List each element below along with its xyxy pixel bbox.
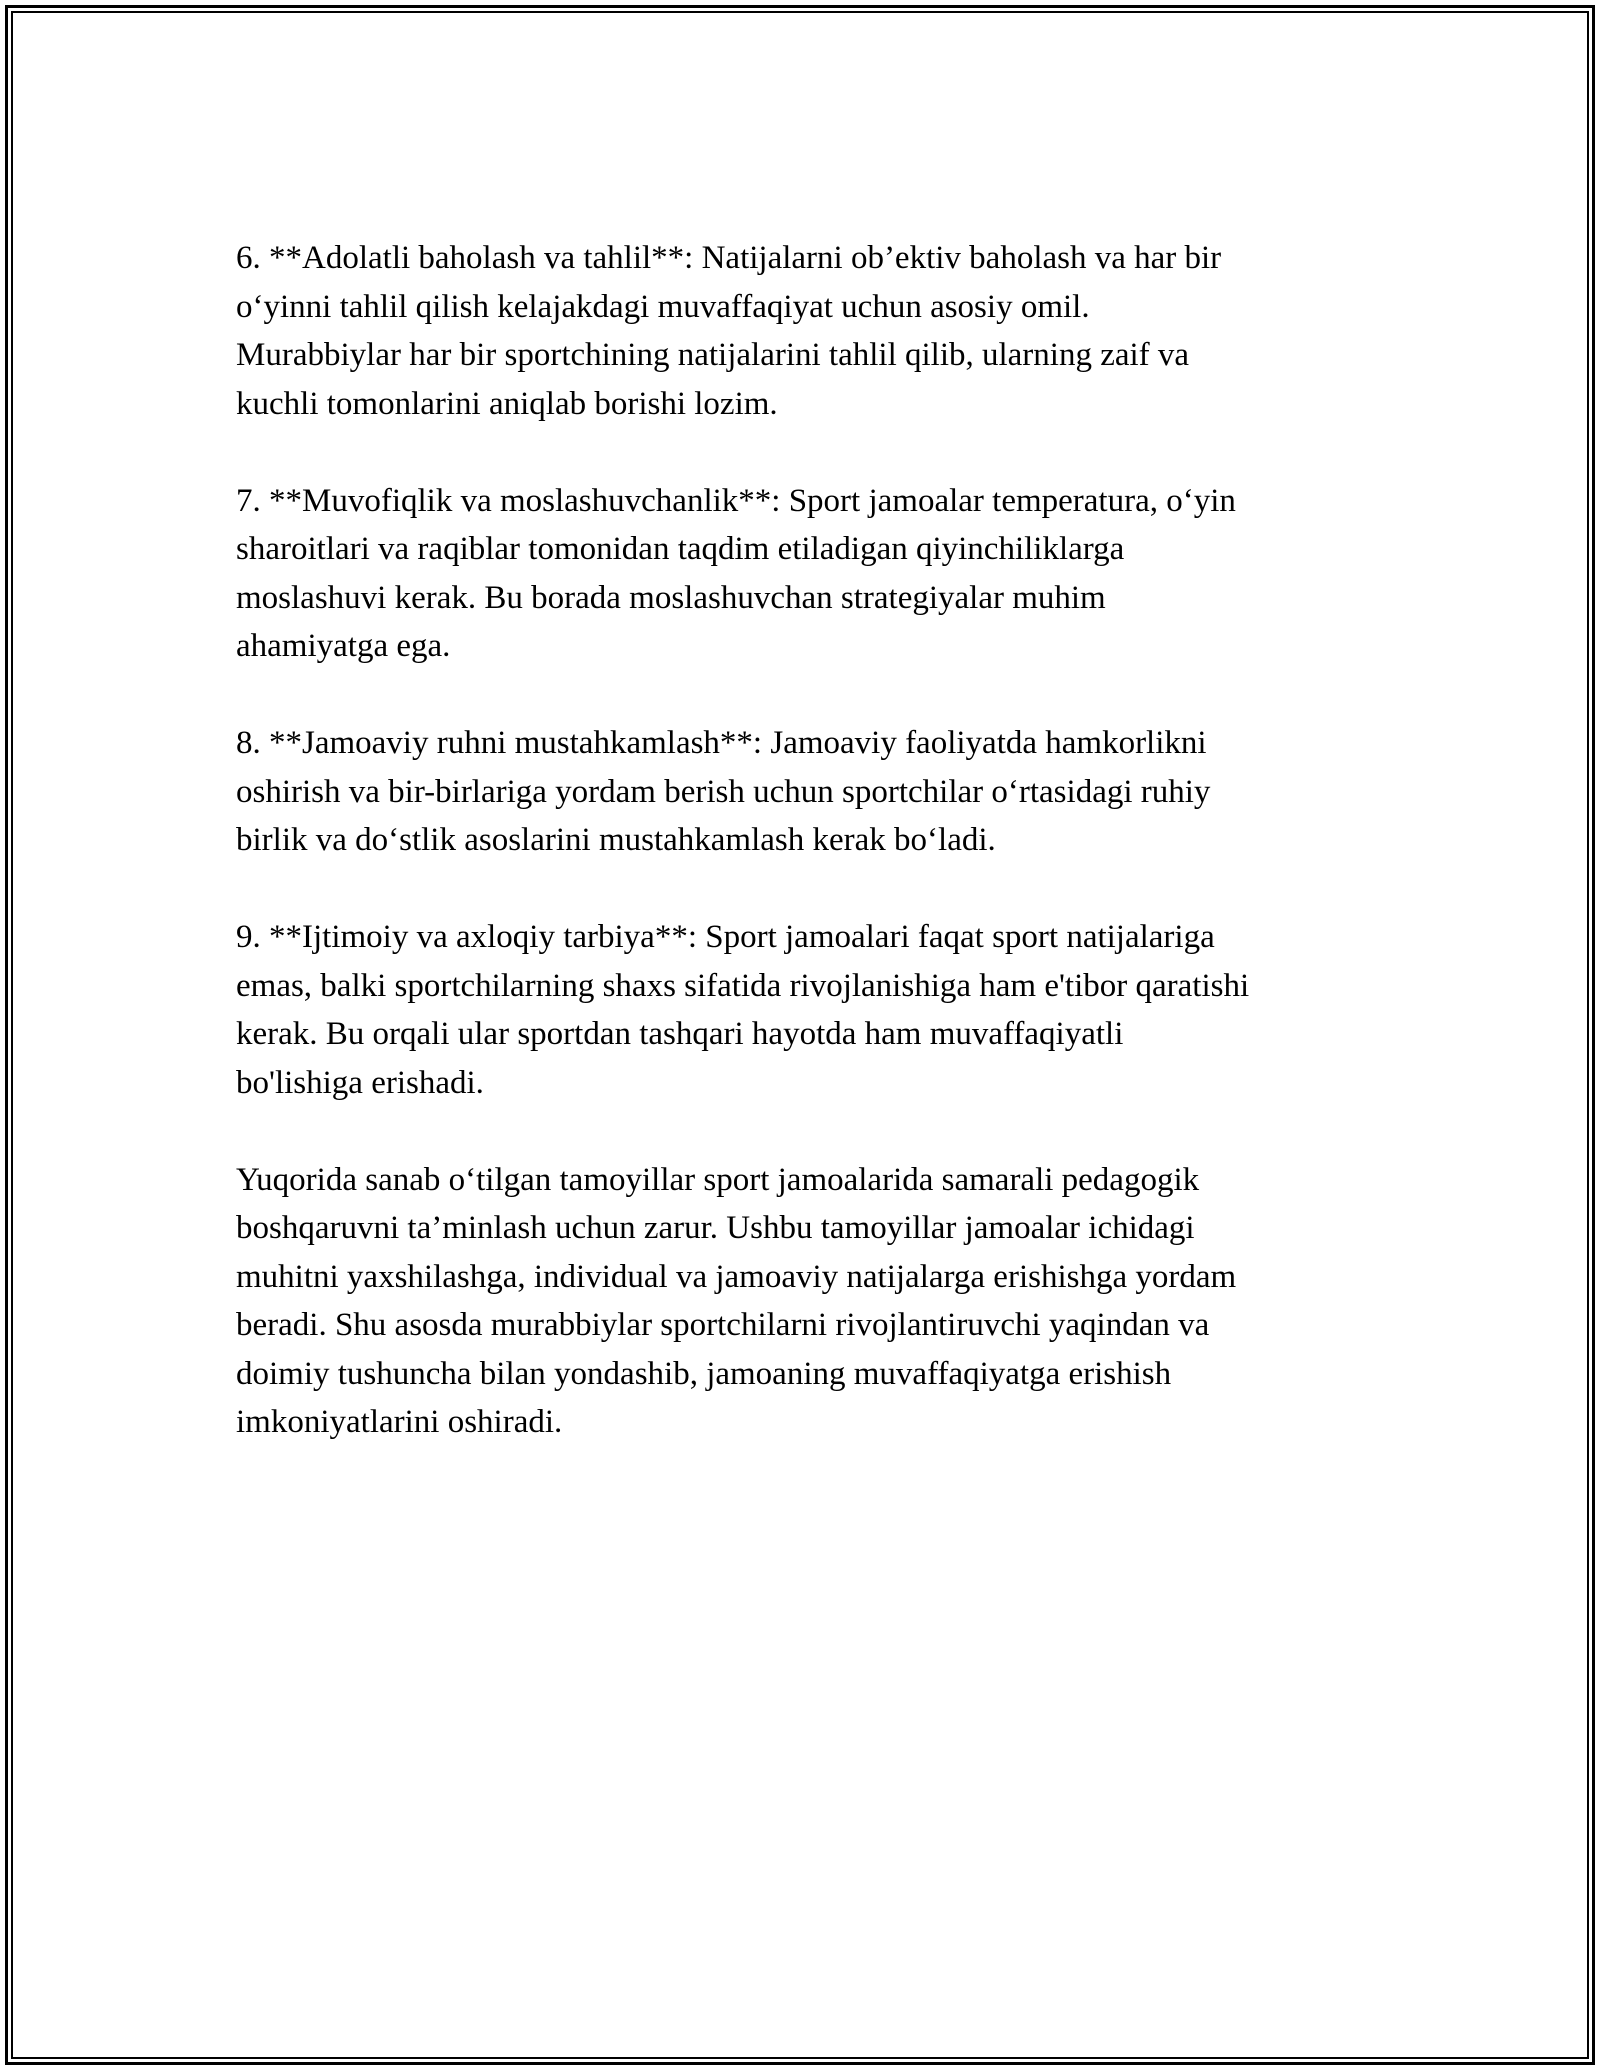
paragraph-social-moral-education: [236, 913, 1376, 1107]
text-line: oshirish va bir-birlariga yordam berish uchun sportchilar o‘rtasidagi ruhiy: [236, 773, 1211, 810]
text-line: 7. **Muvofiqlik va moslashuvchanlik**: Sport jamoalar temperatura, o‘yin: [236, 482, 1236, 519]
text-line: 6. **Adolatli baholash va tahlil**: Natijalarni ob’ektiv baholash va har bir: [236, 240, 1222, 276]
text-line: Yuqorida sanab o‘tilgan tamoyillar sport jamoalarida samarali pedagogik: [236, 1161, 1200, 1198]
text-line: 9. **Ijtimoiy va axloqiy tarbiya**: Sport jamoalari faqat sport natijalariga: [236, 919, 1215, 955]
paragraph-adaptability: [236, 477, 1376, 671]
text-line: muhitni yaxshilashga, individual va jamoaviy natijalarga erishishga yordam: [236, 1258, 1237, 1295]
text-line: emas, balki sportchilarning shaxs sifatida rivojlanishiga ham e'tibor qaratishi: [236, 967, 1250, 1004]
text-line: 8. **Jamoaviy ruhni mustahkamlash**: Jamoaviy faoliyatda hamkorlikni: [236, 725, 1207, 761]
text-line: bo'lishiga erishadi.: [236, 1064, 484, 1101]
paragraph-conclusion: [236, 1156, 1376, 1447]
paragraph-fair-evaluation: [236, 234, 1376, 428]
text-line: ahamiyatga ega.: [236, 628, 451, 664]
text-line: doimiy tushuncha bilan yondashib, jamoaning muvaffaqiyatga erishish: [236, 1355, 1172, 1392]
text-line: birlik va do‘stlik asoslarini mustahkamlash kerak bo‘ladi.: [236, 822, 996, 858]
text-line: kerak. Bu orqali ular sportdan tashqari hayotda ham muvaffaqiyatli: [236, 1016, 1124, 1052]
document-body: [236, 234, 1376, 1495]
text-line: sharoitlari va raqiblar tomonidan taqdim etiladigan qiyinchiliklarga: [236, 531, 1125, 567]
text-line: Murabbiylar har bir sportchining natijalarini tahlil qilib, ularning zaif va: [236, 337, 1190, 373]
paragraph-team-spirit: [236, 719, 1376, 865]
text-line: kuchli tomonlarini aniqlab borishi lozim.: [236, 385, 778, 422]
text-line: o‘yinni tahlil qilish kelajakdagi muvaffaqiyat uchun asosiy omil.: [236, 288, 1090, 325]
text-line: beradi. Shu asosda murabbiylar sportchilarni rivojlantiruvchi yaqindan va: [236, 1307, 1210, 1343]
text-line: boshqaruvni ta’minlash uchun zarur. Ushbu tamoyillar jamoalar ichidagi: [236, 1210, 1195, 1246]
text-line: moslashuvi kerak. Bu borada moslashuvchan strategiyalar muhim: [236, 579, 1106, 616]
text-line: imkoniyatlarini oshiradi.: [236, 1404, 563, 1440]
